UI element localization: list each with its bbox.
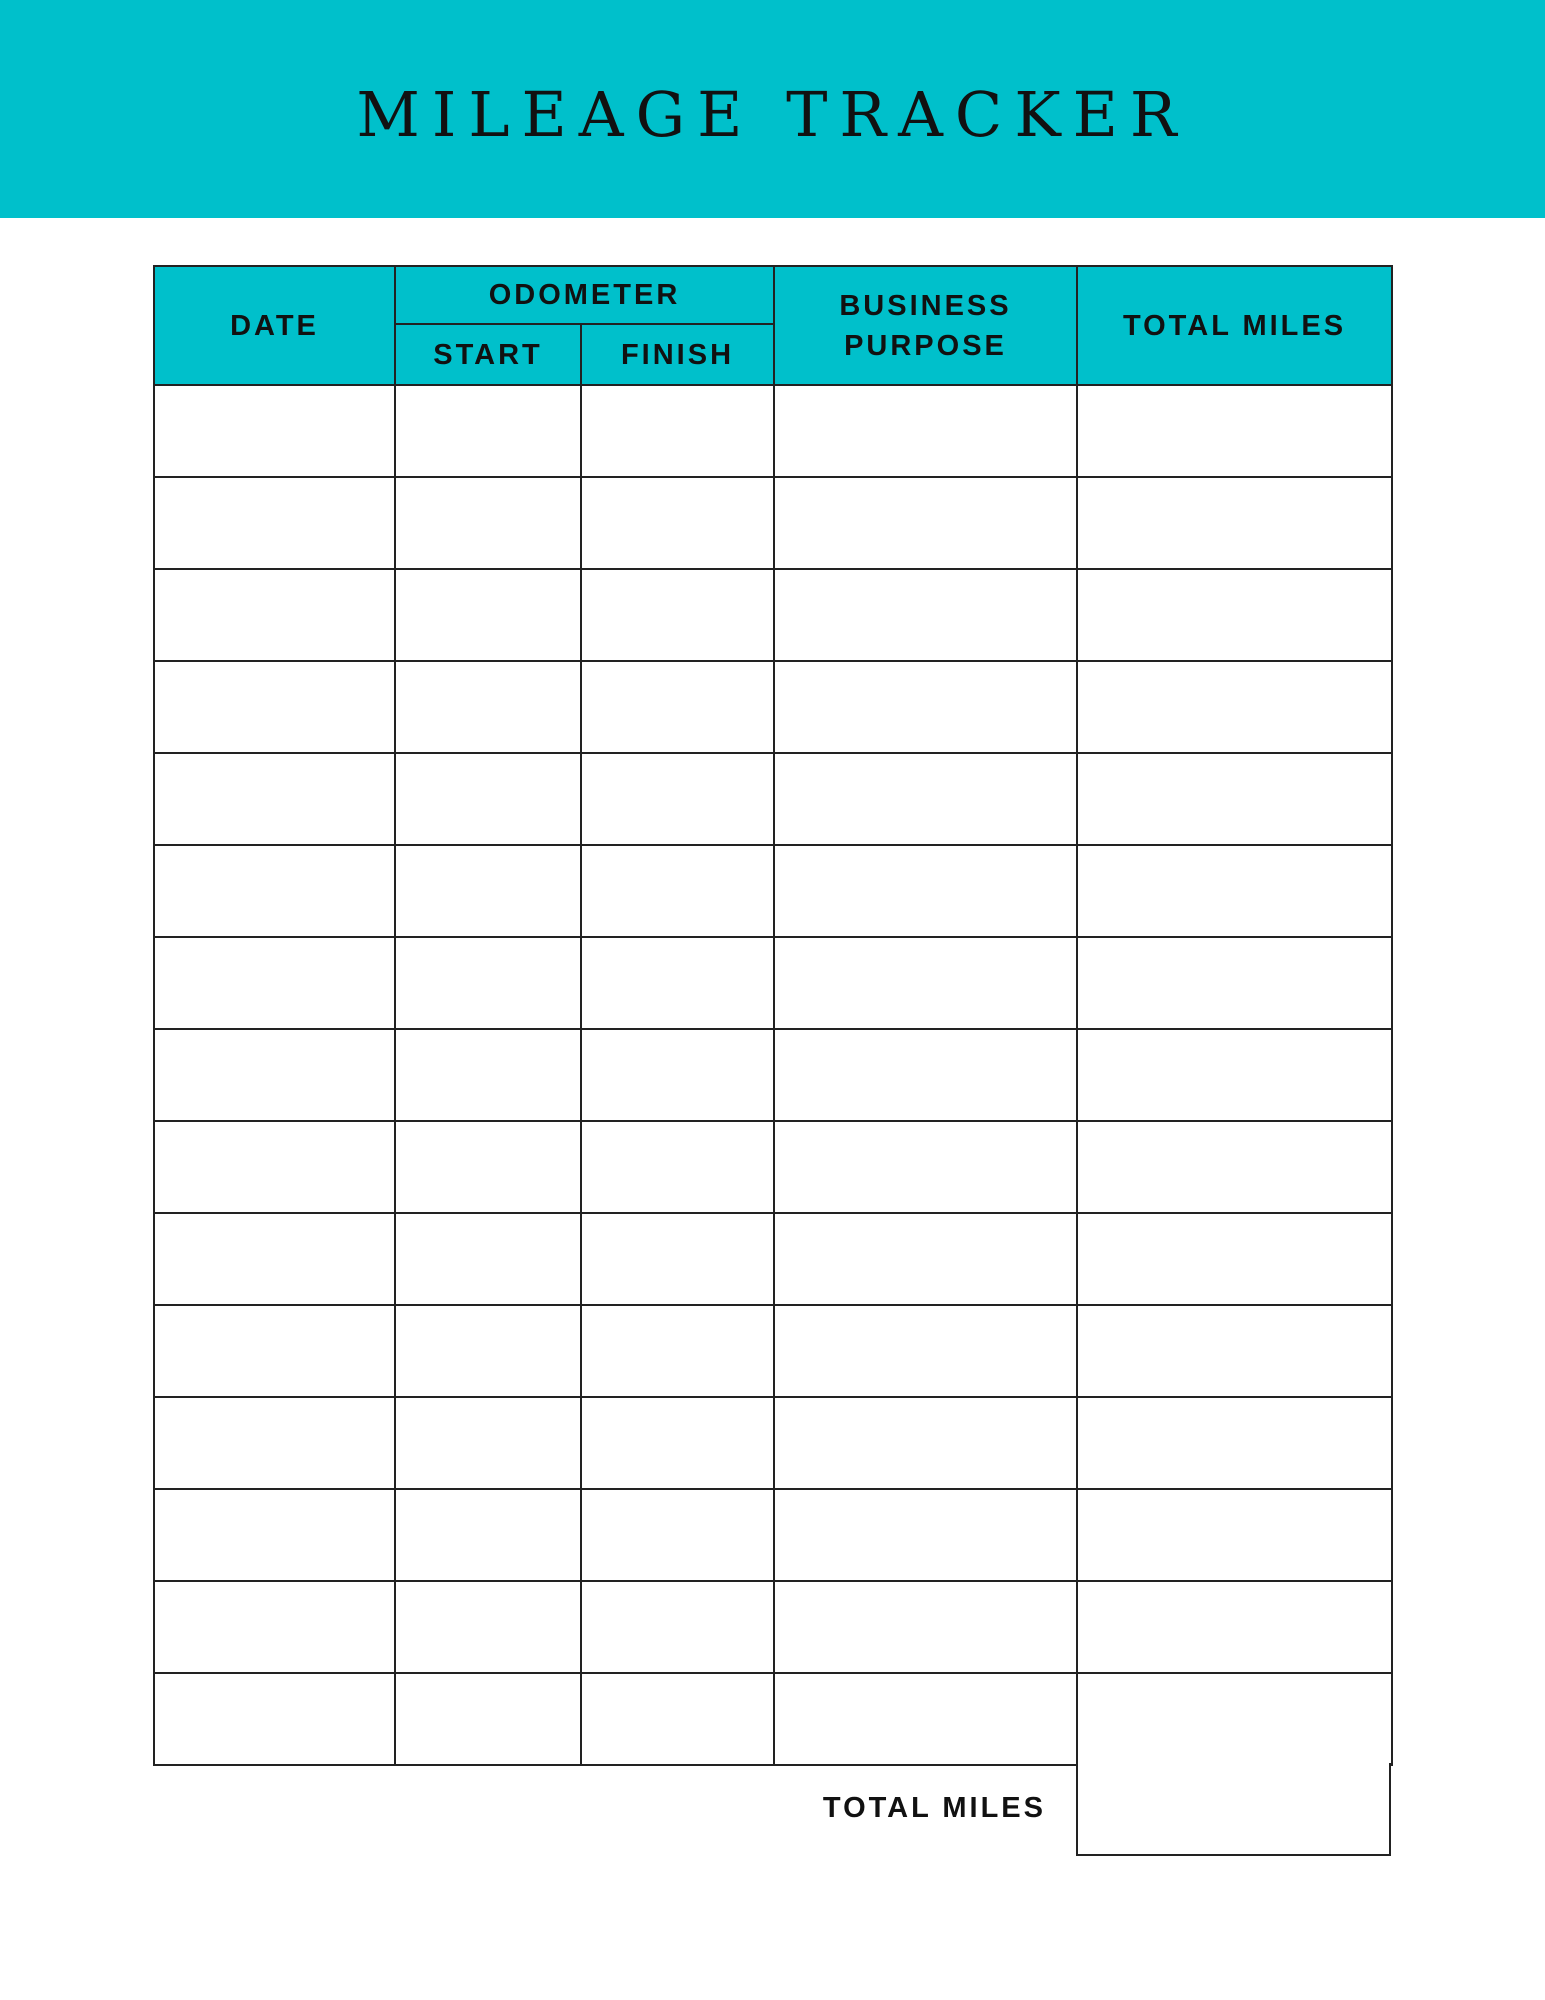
cell-finish[interactable] xyxy=(581,1029,774,1121)
table-body xyxy=(154,385,1392,1765)
cell-purpose[interactable] xyxy=(774,1121,1077,1213)
cell-purpose[interactable] xyxy=(774,661,1077,753)
cell-purpose[interactable] xyxy=(774,1305,1077,1397)
header-start: START xyxy=(395,324,581,385)
table-row xyxy=(154,937,1392,1029)
cell-start[interactable] xyxy=(395,1029,581,1121)
cell-finish[interactable] xyxy=(581,477,774,569)
table-row xyxy=(154,385,1392,477)
table-row xyxy=(154,661,1392,753)
cell-start[interactable] xyxy=(395,753,581,845)
table-row xyxy=(154,753,1392,845)
cell-date[interactable] xyxy=(154,1029,395,1121)
cell-miles[interactable] xyxy=(1077,385,1392,477)
cell-miles[interactable] xyxy=(1077,1029,1392,1121)
cell-purpose[interactable] xyxy=(774,1213,1077,1305)
header-total-miles: TOTAL MILES xyxy=(1077,266,1392,385)
cell-finish[interactable] xyxy=(581,1673,774,1765)
cell-start[interactable] xyxy=(395,1121,581,1213)
cell-date[interactable] xyxy=(154,661,395,753)
cell-start[interactable] xyxy=(395,1489,581,1581)
cell-purpose[interactable] xyxy=(774,569,1077,661)
table-row xyxy=(154,1489,1392,1581)
cell-purpose[interactable] xyxy=(774,1673,1077,1765)
cell-purpose[interactable] xyxy=(774,477,1077,569)
cell-start[interactable] xyxy=(395,661,581,753)
cell-purpose[interactable] xyxy=(774,1397,1077,1489)
table-row xyxy=(154,1673,1392,1765)
cell-purpose[interactable] xyxy=(774,1581,1077,1673)
cell-miles[interactable] xyxy=(1077,937,1392,1029)
cell-miles[interactable] xyxy=(1077,1213,1392,1305)
cell-start[interactable] xyxy=(395,1581,581,1673)
cell-date[interactable] xyxy=(154,1397,395,1489)
cell-start[interactable] xyxy=(395,1397,581,1489)
cell-start[interactable] xyxy=(395,937,581,1029)
cell-finish[interactable] xyxy=(581,1213,774,1305)
table-row xyxy=(154,1121,1392,1213)
cell-date[interactable] xyxy=(154,937,395,1029)
cell-purpose[interactable] xyxy=(774,845,1077,937)
cell-date[interactable] xyxy=(154,1581,395,1673)
total-miles-label: TOTAL MILES xyxy=(822,1792,1046,1824)
mileage-table xyxy=(153,265,1393,1766)
cell-miles[interactable] xyxy=(1077,1581,1392,1673)
cell-date[interactable] xyxy=(154,477,395,569)
cell-start[interactable] xyxy=(395,385,581,477)
cell-finish[interactable] xyxy=(581,1581,774,1673)
header-banner xyxy=(0,0,1545,218)
cell-finish[interactable] xyxy=(581,753,774,845)
header-business-purpose-line2: PURPOSE xyxy=(844,329,1007,362)
cell-miles[interactable] xyxy=(1077,1121,1392,1213)
cell-miles[interactable] xyxy=(1077,1673,1392,1765)
cell-date[interactable] xyxy=(154,1305,395,1397)
cell-finish[interactable] xyxy=(581,569,774,661)
table-row xyxy=(154,1581,1392,1673)
table-row xyxy=(154,1029,1392,1121)
header-odometer: ODOMETER xyxy=(395,266,774,324)
cell-finish[interactable] xyxy=(581,661,774,753)
table-row xyxy=(154,845,1392,937)
cell-purpose[interactable] xyxy=(774,937,1077,1029)
header-business-purpose xyxy=(774,266,1077,385)
table-row xyxy=(154,1305,1392,1397)
cell-miles[interactable] xyxy=(1077,845,1392,937)
cell-start[interactable] xyxy=(395,1305,581,1397)
cell-miles[interactable] xyxy=(1077,477,1392,569)
cell-finish[interactable] xyxy=(581,1397,774,1489)
table-row xyxy=(154,1397,1392,1489)
header-date: DATE xyxy=(154,266,395,385)
cell-start[interactable] xyxy=(395,845,581,937)
cell-finish[interactable] xyxy=(581,385,774,477)
header-business-purpose-line1: BUSINESS xyxy=(839,289,1012,322)
cell-purpose[interactable] xyxy=(774,1029,1077,1121)
header-finish: FINISH xyxy=(581,324,774,385)
cell-miles[interactable] xyxy=(1077,661,1392,753)
cell-finish[interactable] xyxy=(581,1121,774,1213)
cell-miles[interactable] xyxy=(1077,1397,1392,1489)
page-title: MILEAGE TRACKER xyxy=(356,77,1189,151)
cell-date[interactable] xyxy=(154,569,395,661)
cell-start[interactable] xyxy=(395,1673,581,1765)
cell-miles[interactable] xyxy=(1077,1305,1392,1397)
table-row xyxy=(154,1213,1392,1305)
cell-purpose[interactable] xyxy=(774,385,1077,477)
cell-purpose[interactable] xyxy=(774,753,1077,845)
cell-date[interactable] xyxy=(154,1489,395,1581)
cell-miles[interactable] xyxy=(1077,569,1392,661)
cell-finish[interactable] xyxy=(581,937,774,1029)
cell-date[interactable] xyxy=(154,845,395,937)
cell-miles[interactable] xyxy=(1077,1489,1392,1581)
cell-finish[interactable] xyxy=(581,1489,774,1581)
cell-date[interactable] xyxy=(154,753,395,845)
cell-date[interactable] xyxy=(154,1673,395,1765)
cell-start[interactable] xyxy=(395,477,581,569)
total-miles-field[interactable] xyxy=(1076,1763,1391,1856)
table-row xyxy=(154,569,1392,661)
table-row xyxy=(154,477,1392,569)
cell-date[interactable] xyxy=(154,1213,395,1305)
cell-miles[interactable] xyxy=(1077,753,1392,845)
cell-purpose[interactable] xyxy=(774,1489,1077,1581)
cell-finish[interactable] xyxy=(581,845,774,937)
cell-date[interactable] xyxy=(154,1121,395,1213)
cell-start[interactable] xyxy=(395,569,581,661)
cell-start[interactable] xyxy=(395,1213,581,1305)
cell-date[interactable] xyxy=(154,385,395,477)
cell-finish[interactable] xyxy=(581,1305,774,1397)
